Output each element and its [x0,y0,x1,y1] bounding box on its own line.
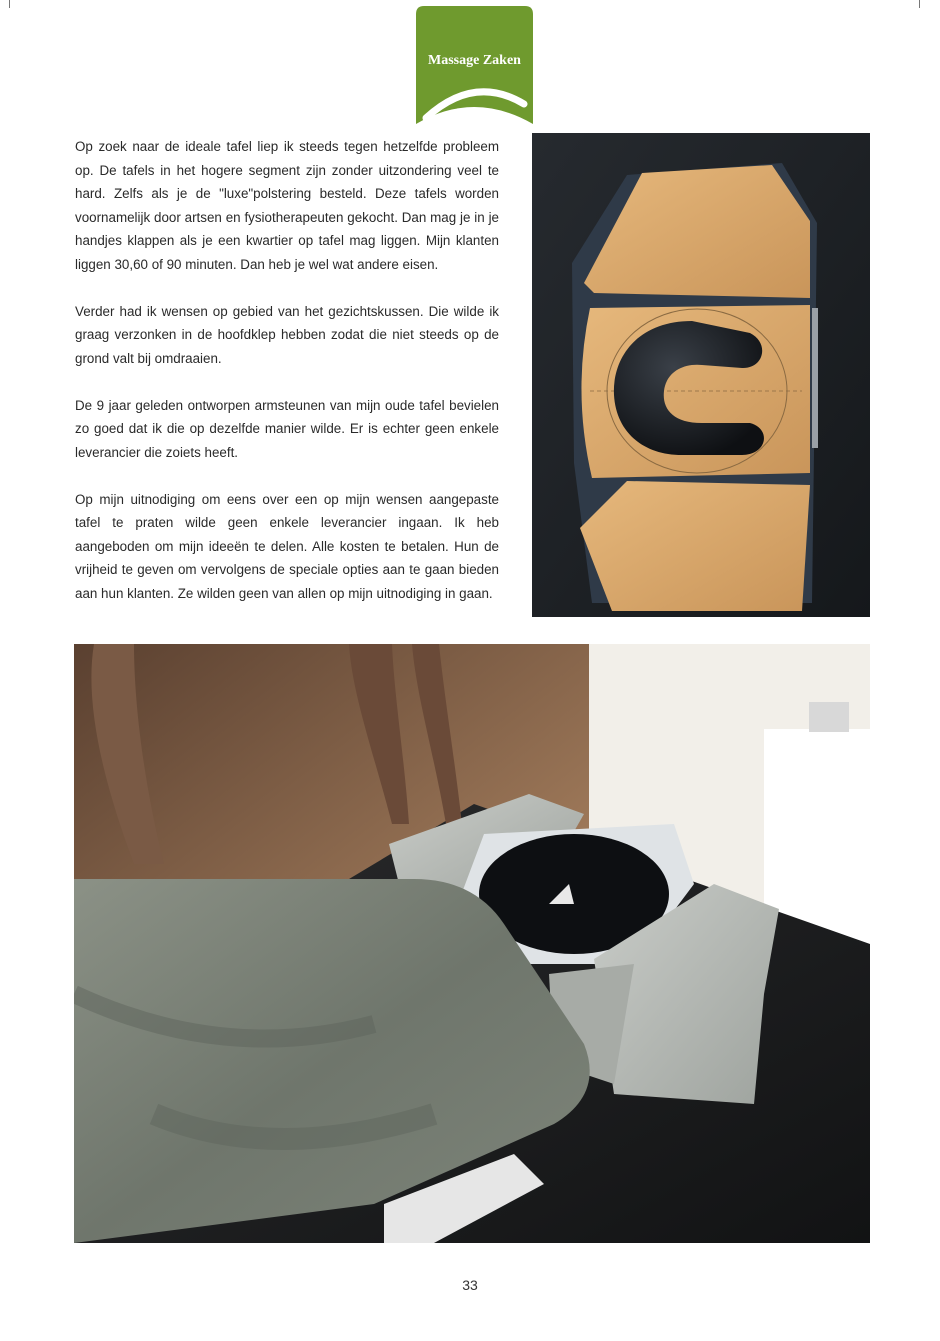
photo-table-head-topview [532,133,870,617]
page-number: 33 [462,1277,478,1293]
photo-massage-table-image [74,644,870,1243]
photo-table-head-image [532,133,870,617]
section-tab [416,6,533,134]
section-tab-shape [416,6,533,134]
photo-massage-table-room [74,644,870,1243]
crop-mark-left [9,0,10,8]
crop-mark-right [919,0,920,8]
paragraph-2: Verder had ik wensen op gebied van het gezichtskussen. Die wilde ik graag verzonken in de hoofdklep hebben zodat die niet steeds op de grond valt bij omdraaien. [75,303,499,366]
paragraph-3: De 9 jaar geleden ontworpen armsteunen van mijn oude tafel bevielen zo goed dat ik die op dezelfde manier wilde. Er is echter geen enkele leverancier die zoiets heeft. [75,397,499,460]
paragraph-1: Op zoek naar de ideale tafel liep ik steeds tegen hetzelfde probleem op. De tafels in het hogere segment zijn zonder uitzondering veel te hard. Zelfs als je de "luxe"polstering besteld. Deze tafels worden voornamelijk door artsen en fysiotherapeuten gekocht. Dan mag je in je handjes klappen als je een kwartier op tafel mag liggen. Mijn klanten liggen 30,60 of 90 minuten. Dan heb je wel wat andere eisen. [75,139,499,272]
paragraph-4: Op mijn uitnodiging om eens over een op mijn wensen aangepaste tafel te praten wilde geen enkele leverancier ingaan. Ik heb aangeboden om mijn ideeën te delen. Alle kosten te betalen. Hun de vrijheid te geven om vervolgens de speciale opties aan te gaan bieden aan hun klanten. Ze wilden geen van allen op mijn uitnodiging in gaan. [75,491,499,601]
section-label: Massage Zaken [428,53,521,68]
article-body [75,135,499,629]
